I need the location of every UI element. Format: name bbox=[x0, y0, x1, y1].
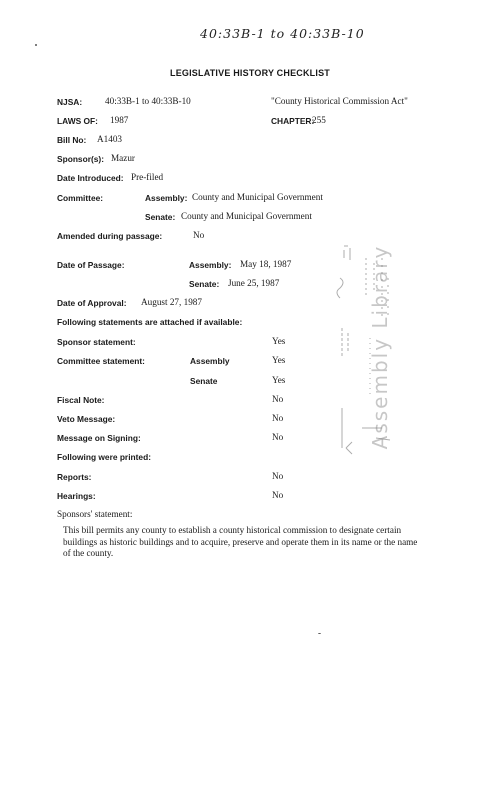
stamp-marks bbox=[330, 238, 400, 468]
fiscal-note-value: No bbox=[272, 394, 284, 404]
hearings-value: No bbox=[272, 490, 284, 500]
committee-assembly-label: Assembly: bbox=[145, 193, 188, 203]
reports-label: Reports: bbox=[57, 472, 92, 482]
handwritten-header: 40:33B-1 to 40:33B-10 bbox=[200, 26, 365, 41]
sponsor-statement-label: Sponsor statement: bbox=[57, 337, 136, 347]
passage-senate-label: Senate: bbox=[189, 279, 220, 289]
committee-assembly-value: County and Municipal Government bbox=[192, 192, 323, 202]
sponsors-statement-heading: Sponsors' statement: bbox=[57, 509, 133, 519]
bill-no-value: A1403 bbox=[97, 134, 123, 144]
committee-statement-senate-value: Yes bbox=[272, 375, 286, 385]
committee-statement-assembly-label: Assembly bbox=[190, 356, 230, 366]
committee-senate-value: County and Municipal Government bbox=[181, 211, 312, 221]
passage-assembly-value: May 18, 1987 bbox=[240, 259, 292, 269]
passage-assembly-label: Assembly: bbox=[189, 260, 232, 270]
laws-of-value: 1987 bbox=[110, 115, 129, 125]
chapter-label: CHAPTER: bbox=[271, 116, 315, 126]
committee-senate-label: Senate: bbox=[145, 212, 176, 222]
bill-no-label: Bill No: bbox=[57, 135, 87, 145]
sponsors-value: Mazur bbox=[111, 153, 135, 163]
veto-message-value: No bbox=[272, 413, 284, 423]
page-title: LEGISLATIVE HISTORY CHECKLIST bbox=[170, 68, 330, 78]
njsa-label: NJSA: bbox=[57, 97, 83, 107]
date-introduced-label: Date Introduced: bbox=[57, 173, 124, 183]
date-introduced-value: Pre-filed bbox=[131, 172, 164, 182]
committee-statement-assembly-value: Yes bbox=[272, 355, 286, 365]
committee-statement-senate-label: Senate bbox=[190, 376, 218, 386]
message-on-signing-label: Message on Signing: bbox=[57, 433, 141, 443]
message-on-signing-value: No bbox=[272, 432, 284, 442]
chapter-value: 255 bbox=[312, 115, 326, 125]
amended-value: No bbox=[193, 230, 205, 240]
njsa-value: 40:33B-1 to 40:33B-10 bbox=[105, 96, 191, 106]
statement-paragraph: This bill permits any county to establish a county historical commission to designate certain buildings as historic buildings and to acquire, preserve and operate them in its name or the name of the county. bbox=[63, 525, 418, 558]
reports-value: No bbox=[272, 471, 284, 481]
following-attached-heading: Following statements are attached if available: bbox=[57, 317, 243, 327]
date-of-passage-label: Date of Passage: bbox=[57, 260, 125, 270]
act-name: "County Historical Commission Act" bbox=[271, 96, 408, 106]
committee-statement-label: Committee statement: bbox=[57, 356, 145, 366]
date-of-approval-value: August 27, 1987 bbox=[141, 297, 202, 307]
following-printed-heading: Following were printed: bbox=[57, 452, 151, 462]
library-stamp-text: Assembly Library bbox=[368, 244, 392, 450]
laws-of-label: LAWS OF: bbox=[57, 116, 98, 126]
passage-senate-value: June 25, 1987 bbox=[228, 278, 280, 288]
sponsors-label: Sponsor(s): bbox=[57, 154, 104, 164]
stray-mark bbox=[318, 633, 321, 634]
amended-label: Amended during passage: bbox=[57, 231, 163, 241]
stray-mark bbox=[35, 44, 37, 46]
sponsor-statement-value: Yes bbox=[272, 336, 286, 346]
committee-label: Committee: bbox=[57, 193, 104, 203]
veto-message-label: Veto Message: bbox=[57, 414, 116, 424]
fiscal-note-label: Fiscal Note: bbox=[57, 395, 105, 405]
hearings-label: Hearings: bbox=[57, 491, 96, 501]
date-of-approval-label: Date of Approval: bbox=[57, 298, 127, 308]
